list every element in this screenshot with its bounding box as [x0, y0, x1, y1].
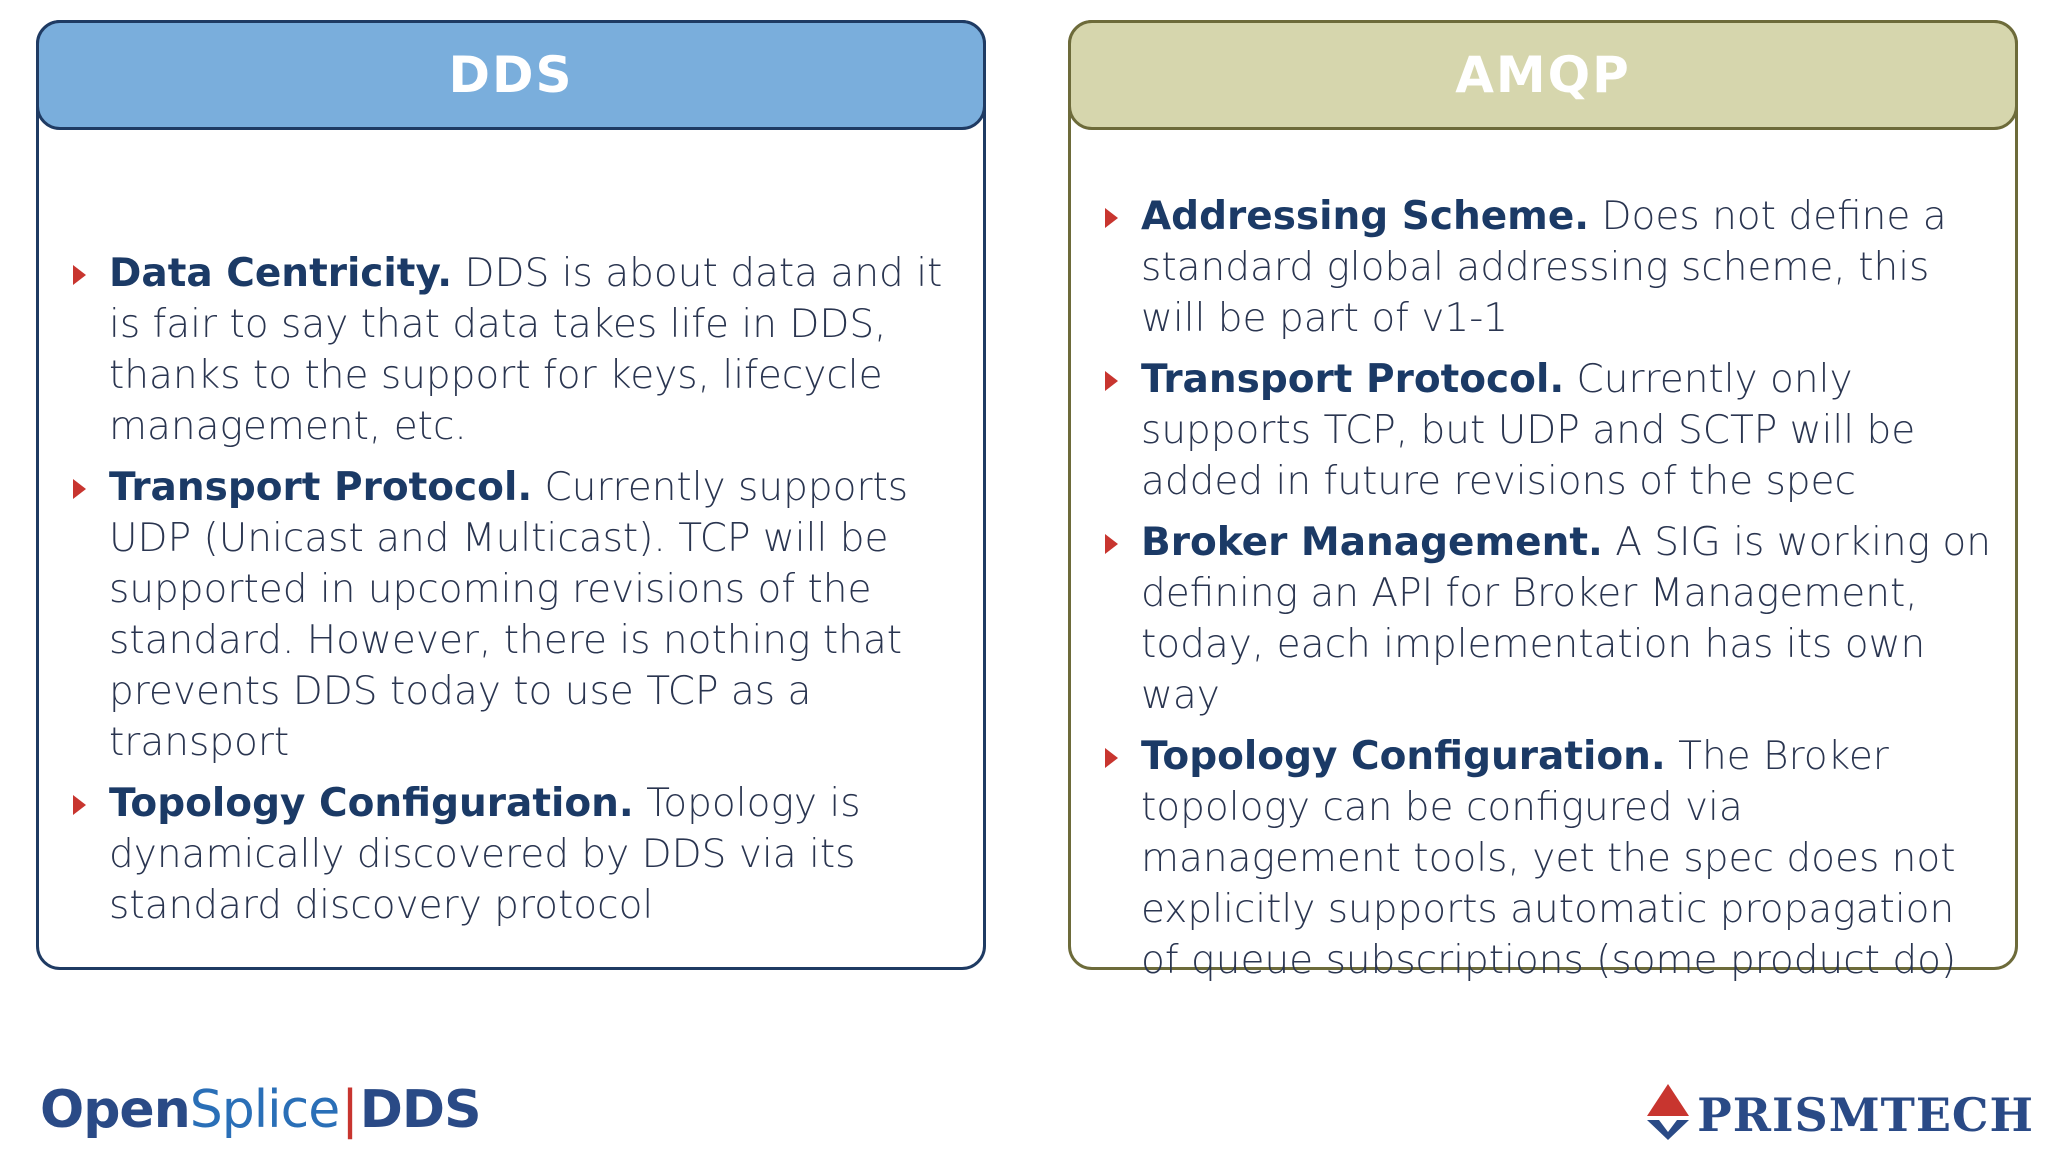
prismtech-wordmark: PRISMTECH — [1697, 1088, 2034, 1142]
dds-bullet-item — [73, 248, 961, 452]
triangle-bullet-icon — [1105, 208, 1118, 228]
amqp-bullet-body: Currently only supports TCP, but UDP and SCTP will be added in future revisions of the spec — [1141, 357, 1916, 504]
amqp-panel — [1068, 20, 2018, 983]
dds-title: DDS — [448, 46, 574, 104]
triangle-bullet-icon — [1105, 748, 1118, 768]
opensplice-dds-logo — [40, 1080, 481, 1140]
amqp-bullet-list — [1105, 191, 1993, 996]
dds-bullet-list — [73, 248, 961, 941]
dds-bullet-body: Currently supports UDP (Unicast and Multicast). TCP will be supported in upcoming revisions of the standard. However, there is nothing that prevents DDS today to use TCP as a transport — [109, 465, 909, 765]
triangle-bullet-icon — [73, 265, 86, 285]
dds-bullet-item — [73, 778, 961, 931]
amqp-panel-header — [1068, 20, 2018, 130]
dds-bullet-head: Topology Configuration. — [109, 781, 634, 826]
logo-open-text: Open — [40, 1080, 190, 1140]
dds-bullet-head: Data Centricity. — [109, 251, 453, 296]
amqp-bullet-head: Topology Configuration. — [1141, 734, 1666, 779]
dds-bullet-head: Transport Protocol. — [109, 465, 533, 510]
triangle-bullet-icon — [1105, 371, 1118, 391]
amqp-bullet-item — [1105, 517, 1993, 721]
prismtech-logo — [1645, 1072, 2034, 1142]
amqp-bullet-head: Broker Management. — [1141, 520, 1603, 565]
prism-mark-icon — [1645, 1082, 1691, 1142]
amqp-bullet-body: A SIG is working on defining an API for Broker Management, today, each implementation has its own way — [1141, 520, 1992, 718]
amqp-bullet-item — [1105, 731, 1993, 986]
triangle-bullet-icon — [73, 795, 86, 815]
dds-panel-header — [36, 20, 986, 130]
amqp-title: AMQP — [1455, 46, 1631, 104]
logo-splice-text: Splice — [189, 1080, 340, 1140]
amqp-bullet-item — [1105, 191, 1993, 344]
dds-panel — [36, 20, 986, 970]
logo-divider-text: | — [341, 1080, 358, 1140]
dds-bullet-body: Topology is dynamically discovered by DDS via its standard discovery protocol — [109, 781, 861, 928]
triangle-bullet-icon — [73, 479, 86, 499]
amqp-bullet-body: Does not define a standard global addressing scheme, this will be part of v1-1 — [1141, 194, 1947, 341]
dds-bullet-item — [73, 462, 961, 768]
amqp-bullet-body: The Broker topology can be configured via management tools, yet the spec does not explicitly supports automatic propagation of queue subscriptions (some product do) — [1141, 734, 1957, 983]
amqp-bullet-head: Addressing Scheme. — [1141, 194, 1590, 239]
triangle-bullet-icon — [1105, 534, 1118, 554]
dds-bullet-body: DDS is about data and it is fair to say that data takes life in DDS, thanks to the support for keys, lifecycle management, etc. — [109, 251, 943, 449]
logo-dds-text: DDS — [359, 1080, 481, 1140]
amqp-bullet-head: Transport Protocol. — [1141, 357, 1565, 402]
amqp-bullet-item — [1105, 354, 1993, 507]
